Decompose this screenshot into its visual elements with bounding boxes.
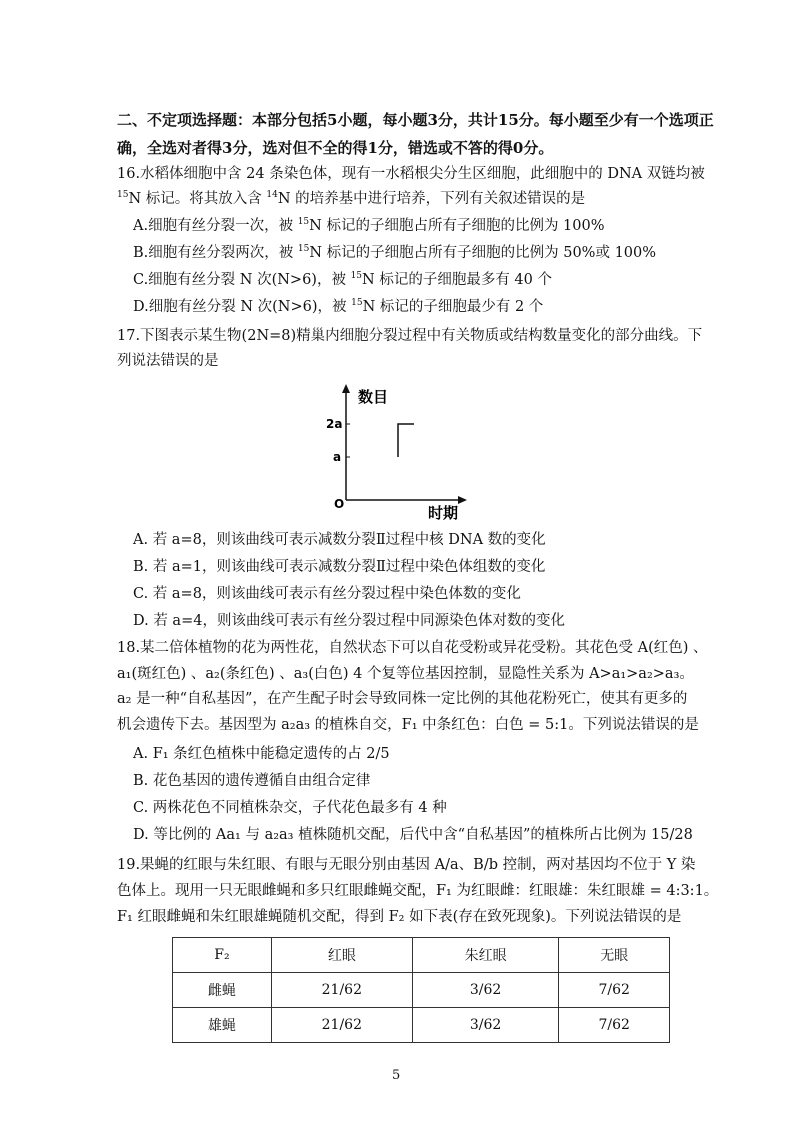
- table-header-row: [173, 938, 670, 973]
- q18-option-d: D. 等比例的 Aa₁ 与 a₂a₃ 植株随机交配，后代中含“自私基因”的植株所占比例为 15/28: [133, 827, 693, 843]
- q16-option-a: A.细胞有丝分裂一次，被 $^{15}$N 标记的子细胞占所有子细胞的比例为 100%: [133, 217, 605, 234]
- table-cell: 雌蝇: [173, 973, 272, 1008]
- q16-stem-line-1: 16.水稻体细胞中含 24 条染色体，现有一水稻根尖分生区细胞，此细胞中的 DNA 双链均被: [117, 166, 705, 182]
- table-cell: 雄蝇: [173, 1008, 272, 1043]
- tick-label-2a: 2a: [326, 417, 343, 431]
- table-cell: 21/62: [271, 973, 412, 1008]
- origin-label: O: [334, 497, 345, 511]
- q16-option-c: C.细胞有丝分裂 N 次(N>6)，被 $^{15}$N 标记的子细胞最多有 40 个: [133, 271, 552, 288]
- q18-stem-line-3: a₂ 是一种“自私基因”，在产生配子时会导致同株一定比例的其他花粉死亡，使其有更多的: [117, 691, 688, 707]
- table-row: [173, 1008, 670, 1043]
- table-cell: 7/62: [559, 973, 670, 1008]
- q17-option-c: C. 若 a=8，则该曲线可表示有丝分裂过程中染色体数的变化: [133, 586, 521, 602]
- table-header-cell: 朱红眼: [412, 938, 559, 973]
- table-cell: 3/62: [412, 973, 559, 1008]
- q19-stem-line-1: 19.果蝇的红眼与朱红眼、有眼与无眼分别由基因 A/a、B/b 控制，两对基因均不位于 Y 染: [117, 857, 696, 873]
- q17-stem-line-2: 列说法错误的是: [117, 353, 219, 369]
- table-cell: 21/62: [271, 1008, 412, 1043]
- table-header-cell: 红眼: [271, 938, 412, 973]
- section-header-line-2: 确，全选对者得3分，选对但不全的得1分，错选或不答的得0分。: [117, 139, 554, 157]
- x-axis-arrow-icon: [458, 496, 467, 504]
- table-row: [173, 973, 670, 1008]
- q18-option-c: C. 两株花色不同植株杂交，子代花色最多有 4 种: [133, 800, 447, 816]
- q19-stem-line-3: F₁ 红眼雌蝇和朱红眼雄蝇随机交配，得到 F₂ 如下表(存在致死现象)。下列说法错误的是: [117, 909, 682, 925]
- curve-line: [398, 424, 414, 457]
- q19-stem-line-2: 色体上。现用一只无眼雌蝇和多只红眼雌蝇交配，F₁ 为红眼雌：红眼雄：朱红眼雄 = 4:3:1。: [117, 883, 719, 899]
- q16-option-b: B.细胞有丝分裂两次，被 $^{15}$N 标记的子细胞占所有子细胞的比例为 50%或 100%: [133, 244, 657, 261]
- q19-f2-table: [172, 937, 670, 1043]
- q17-option-d: D. 若 a=4，则该曲线可表示有丝分裂过程中同源染色体对数的变化: [133, 613, 565, 629]
- q18-option-b: B. 花色基因的遗传遵循自由组合定律: [133, 773, 371, 789]
- y-axis-arrow-icon: [342, 384, 350, 393]
- q17-option-b: B. 若 a=1，则该曲线可表示减数分裂Ⅱ过程中染色体组数的变化: [133, 559, 546, 575]
- table-header-cell: F₂: [173, 938, 272, 973]
- x-axis-title: 时期: [428, 504, 459, 522]
- q17-option-a: A. 若 a=8，则该曲线可表示减数分裂Ⅱ过程中核 DNA 数的变化: [133, 532, 546, 548]
- page-number: 5: [392, 1068, 401, 1083]
- q18-option-a: A. F₁ 条红色植株中能稳定遗传的占 2/5: [133, 746, 390, 762]
- q17-stem-line-1: 17.下图表示某生物(2N=8)精巢内细胞分裂过程中有关物质或结构数量变化的部分曲线。下: [117, 328, 703, 344]
- q18-stem-line-4: 机会遗传下去。基因型为 a₂a₃ 的植株自交，F₁ 中条红色：白色 = 5:1。下列说法错误的是: [117, 717, 699, 733]
- q16-stem-line-2: $^{15}$N 标记。将其放入含 $^{14}$N 的培养基中进行培养，下列有关叙述错误的是: [117, 190, 586, 207]
- section-header-line-1: 二、不定项选择题：本部分包括5小题，每小题3分，共计15分。每小题至少有一个选项正: [117, 111, 714, 129]
- q18-stem-line-1: 18.某二倍体植物的花为两性花，自然状态下可以自花受粉或异花受粉。其花色受 A(红色) 、: [117, 640, 708, 656]
- table-header-cell: 无眼: [559, 938, 670, 973]
- tick-label-a: a: [333, 450, 342, 464]
- q16-option-d: D.细胞有丝分裂 N 次(N>6)，被 $^{15}$N 标记的子细胞最少有 2 个: [133, 298, 544, 315]
- q18-stem-line-2: a₁(斑红色) 、a₂(条红色) 、a₃(白色) 4 个复等位基因控制，显隐性关系为 A>a₁>a₂>a₃。: [117, 666, 694, 682]
- y-axis-title: 数目: [358, 388, 389, 406]
- q17-curve-graph: [322, 380, 482, 525]
- table-cell: 3/62: [412, 1008, 559, 1043]
- table-cell: 7/62: [559, 1008, 670, 1043]
